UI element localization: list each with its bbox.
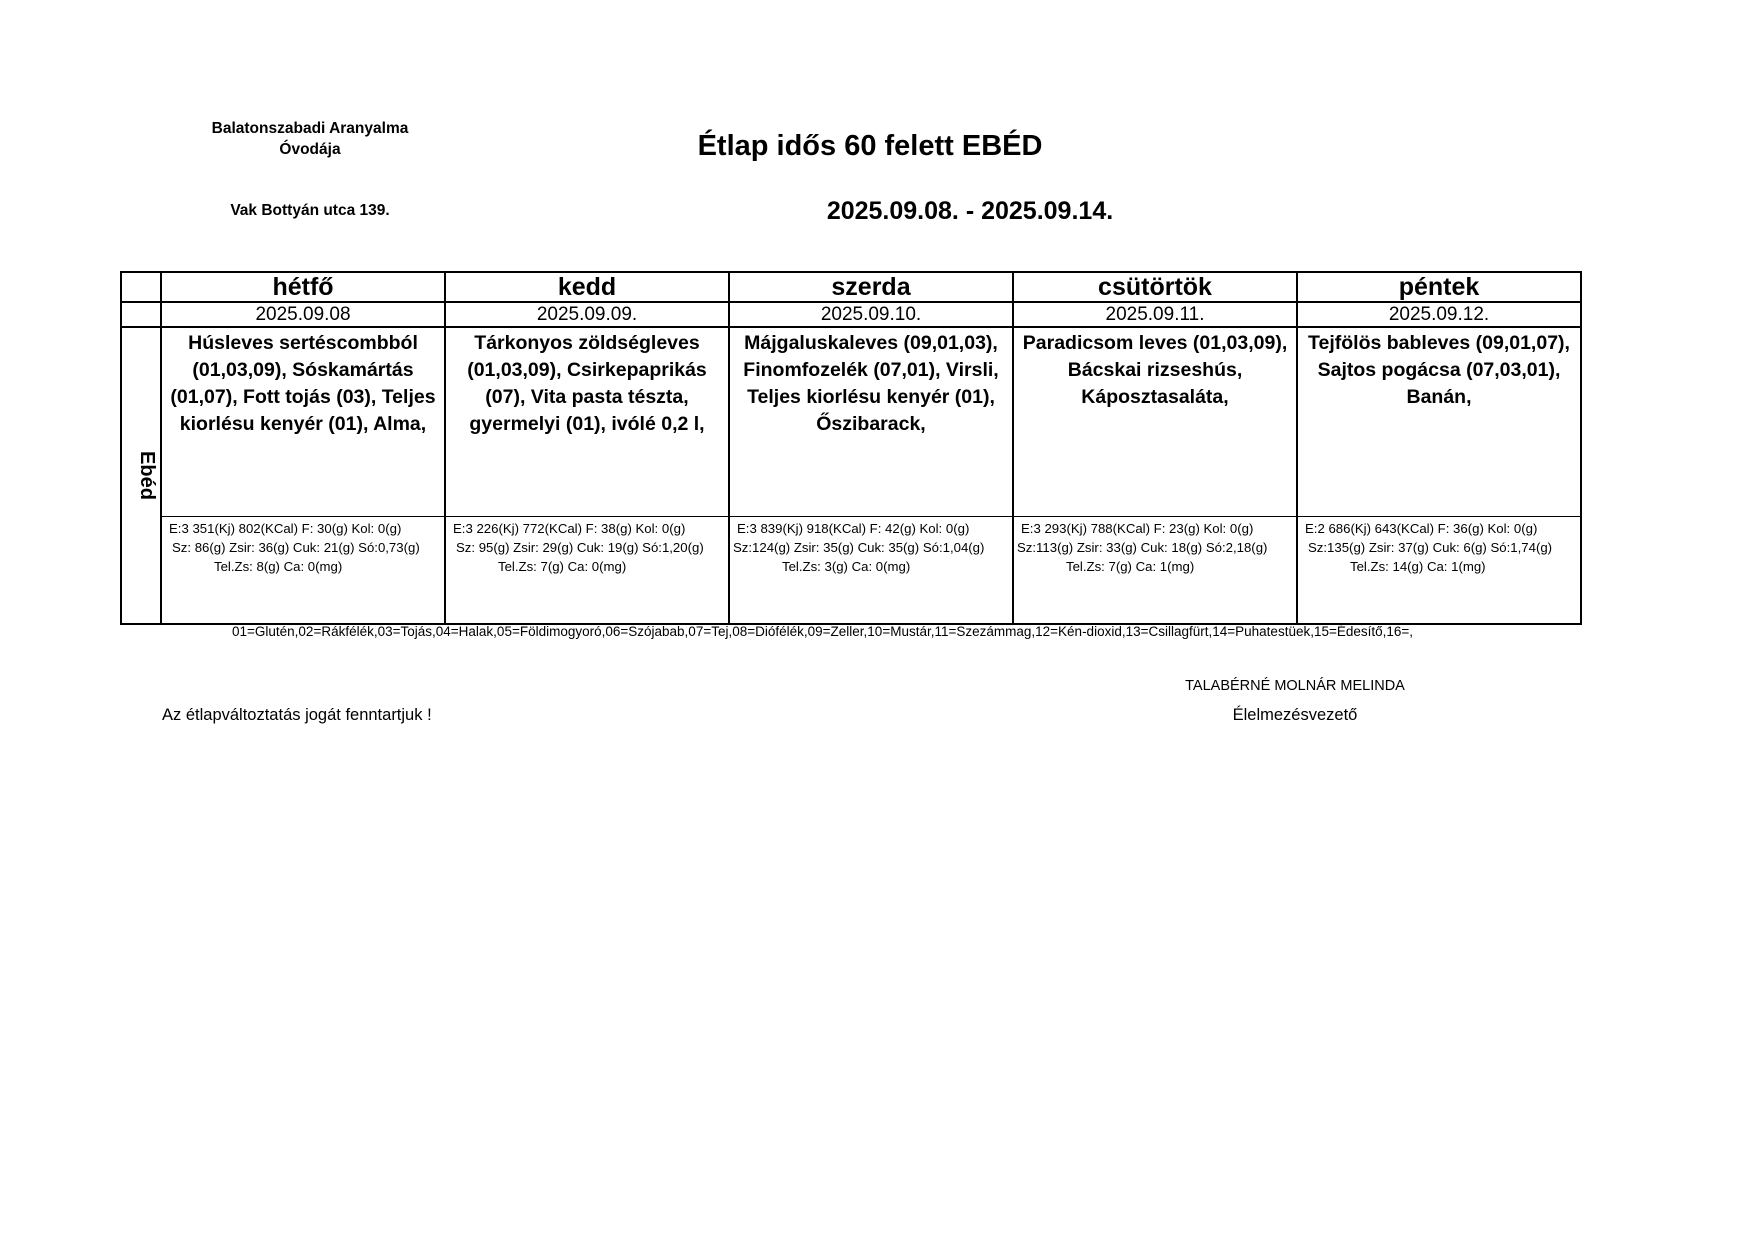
manager-role: Élelmezésvezető [1232, 706, 1358, 724]
manager-name: TALABÉRNÉ MOLNÁR MELINDA [1185, 678, 1405, 694]
nutrition-energy: E:3 839(Kj) 918(KCal) F: 42(g) Kol: 0(g) [737, 521, 970, 536]
dishes-text: Májgaluskaleves (09,01,03), Finomfozelék (07,01), Virsli, Teljes kiorlésu kenyér (01), Őszibarack, [743, 332, 999, 435]
dishes-monday [161, 327, 445, 517]
institution-address: Vak Bottyán utca 139. [230, 202, 390, 219]
dishes-friday [1297, 327, 1581, 517]
day-name-tuesday: kedd [445, 272, 729, 302]
day-name-monday: hétfő [161, 272, 445, 302]
nutrition-energy: E:3 351(Kj) 802(KCal) F: 30(g) Kol: 0(g) [169, 521, 402, 536]
institution-line-1: Balatonszabadi Aranyalma [211, 120, 409, 137]
nutrition-fat-calcium: Tel.Zs: 8(g) Ca: 0(mg) [214, 559, 343, 574]
menu-change-disclaimer: Az étlapváltoztatás jogát fenntartjuk ! [162, 706, 432, 724]
corner-cell [121, 302, 161, 327]
day-date-monday: 2025.09.08 [161, 302, 445, 327]
meal-label-cell [121, 327, 161, 624]
nutrition-fat-calcium: Tel.Zs: 14(g) Ca: 1(mg) [1350, 559, 1486, 574]
allergen-legend: 01=Glutén,02=Rákfélék,03=Tojás,04=Halak,05=Földimogyoró,06=Szójabab,07=Tej,08=Diófélék,09=Zeller,10=Mustár,11=Szezámmag,12=Kén-dioxid,13=Csillagfürt,14=Puhatestüek,15=Édesítő,16=, [232, 624, 1414, 639]
nutrition-row [121, 517, 1581, 625]
nutrition-thursday [1013, 517, 1297, 625]
nutrition-energy: E:3 293(Kj) 788(KCal) F: 23(g) Kol: 0(g) [1021, 521, 1254, 536]
dishes-thursday [1013, 327, 1297, 517]
nutrition-fat-calcium: Tel.Zs: 7(g) Ca: 0(mg) [498, 559, 627, 574]
dishes-text: Tárkonyos zöldségleves (01,03,09), Csirkepaprikás (07), Vita pasta tészta, gyermelyi (01), ivólé 0,2 l, [467, 332, 707, 435]
menu-period: 2025.09.08. - 2025.09.14. [826, 197, 1114, 225]
dishes-tuesday [445, 327, 729, 517]
day-date-row [121, 302, 1581, 327]
nutrition-macros: Sz: 95(g) Zsir: 29(g) Cuk: 19(g) Só:1,20(g) [456, 540, 704, 555]
dishes-text: Tejfölös bableves (09,01,07), Sajtos pogácsa (07,03,01), Banán, [1308, 332, 1570, 408]
nutrition-monday [161, 517, 445, 625]
nutrition-fat-calcium: Tel.Zs: 7(g) Ca: 1(mg) [1066, 559, 1195, 574]
day-name-row [121, 272, 1581, 302]
corner-cell [121, 272, 161, 302]
meal-dishes-row [121, 327, 1581, 517]
nutrition-tuesday [445, 517, 729, 625]
dishes-text: Húsleves sertéscombból (01,03,09), Sóskamártás (01,07), Fott tojás (03), Teljes kiorlésu kenyér (01), Alma, [170, 332, 436, 435]
day-date-tuesday: 2025.09.09. [445, 302, 729, 327]
nutrition-wednesday [729, 517, 1013, 625]
meal-label: Ebéd [135, 451, 158, 500]
nutrition-friday [1297, 517, 1581, 625]
nutrition-fat-calcium: Tel.Zs: 3(g) Ca: 0(mg) [782, 559, 911, 574]
day-date-friday: 2025.09.12. [1297, 302, 1581, 327]
institution-line-2: Óvodája [279, 141, 341, 158]
nutrition-macros: Sz:113(g) Zsir: 33(g) Cuk: 18(g) Só:2,18(g) [1017, 540, 1268, 555]
day-name-friday: péntek [1297, 272, 1581, 302]
day-name-thursday: csütörtök [1013, 272, 1297, 302]
dishes-text: Paradicsom leves (01,03,09), Bácskai rizseshús, Káposztasaláta, [1022, 332, 1288, 408]
page-title: Étlap idős 60 felett EBÉD [697, 130, 1043, 162]
nutrition-macros: Sz: 86(g) Zsir: 36(g) Cuk: 21(g) Só:0,73(g) [172, 540, 420, 555]
nutrition-macros: Sz:124(g) Zsir: 35(g) Cuk: 35(g) Só:1,04(g) [733, 540, 985, 555]
day-date-thursday: 2025.09.11. [1013, 302, 1297, 327]
nutrition-macros: Sz:135(g) Zsir: 37(g) Cuk: 6(g) Só:1,74(g) [1308, 540, 1553, 555]
menu-table [120, 271, 1582, 625]
day-date-wednesday: 2025.09.10. [729, 302, 1013, 327]
nutrition-energy: E:3 226(Kj) 772(KCal) F: 38(g) Kol: 0(g) [453, 521, 686, 536]
day-name-wednesday: szerda [729, 272, 1013, 302]
institution-name [160, 118, 460, 160]
dishes-wednesday [729, 327, 1013, 517]
nutrition-energy: E:2 686(Kj) 643(KCal) F: 36(g) Kol: 0(g) [1305, 521, 1538, 536]
